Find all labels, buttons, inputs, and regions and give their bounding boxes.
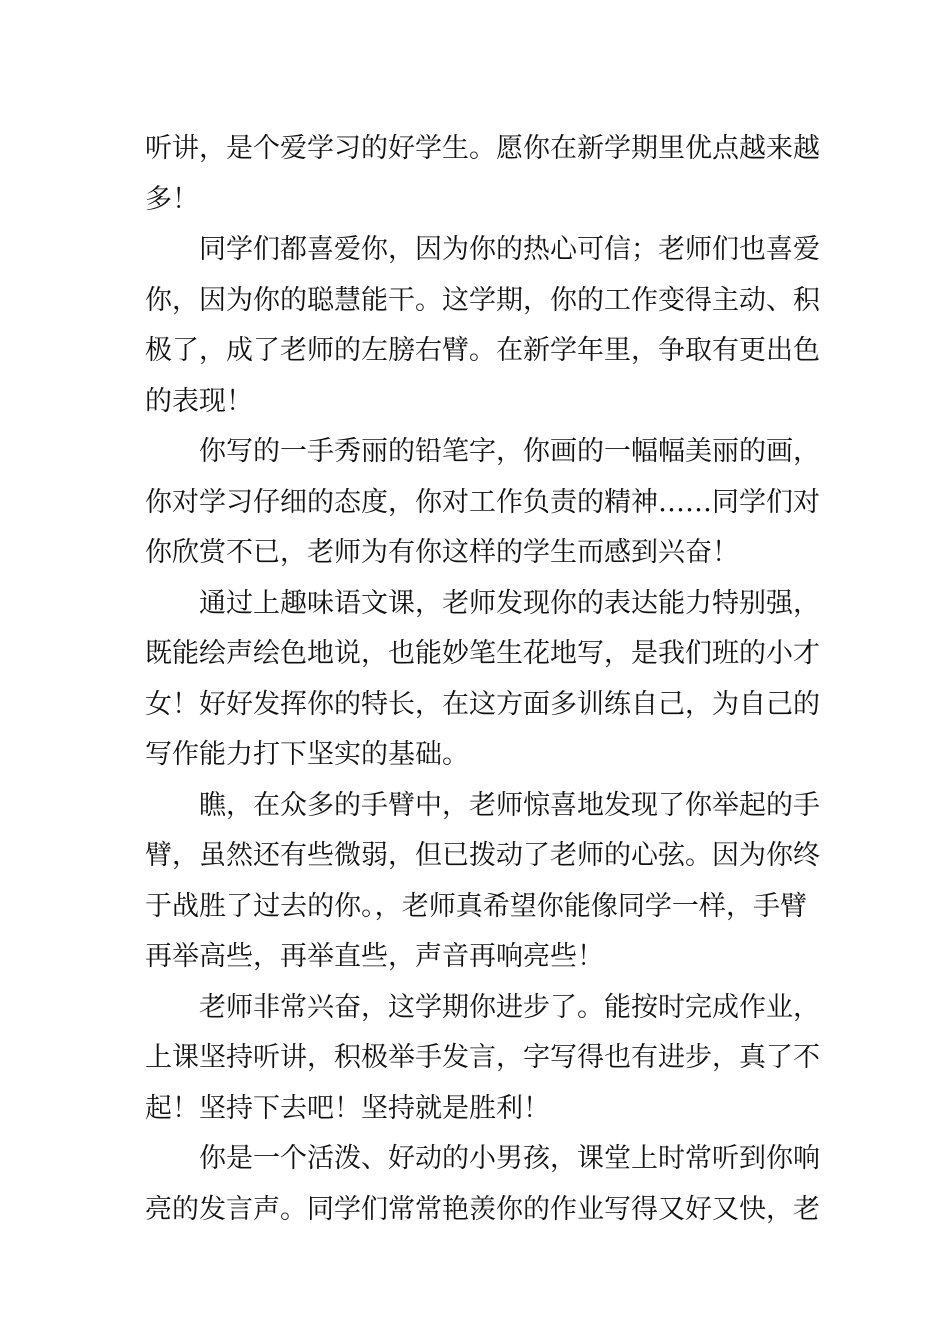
text-line: 起！坚持下去吧！坚持就是胜利！ [145, 1092, 550, 1124]
text-line: 上课坚持听讲，积极举手发言，字写得也有进步，真了不 [145, 1042, 820, 1073]
text-line: 通过上趣味语文课，老师发现你的表达能力特别强， [199, 587, 820, 619]
text-line: 写作能力打下坚实的基础。 [145, 739, 469, 770]
text-line: 你是一个活泼、好动的小男孩，课堂上时常听到你响 [199, 1143, 820, 1174]
text-line: 亮的发言声。同学们常常艳羡你的作业写得又好又快，老 [145, 1193, 820, 1225]
text-line: 既能绘声绘色地说，也能妙笔生花地写，是我们班的小才 [145, 638, 820, 669]
text-line: 于战胜了过去的你。，老师真希望你能像同学一样，手臂 [145, 890, 807, 922]
document-body [145, 124, 820, 1235]
text-line: 女！好好发挥你的特长，在这方面多训练自己，为自己的 [145, 688, 820, 720]
text-line: 多！ [145, 183, 199, 215]
text-line: 的表现！ [145, 385, 253, 417]
text-line: 瞧，在众多的手臂中，老师惊喜地发现了你举起的手 [199, 789, 820, 821]
text-line: 你欣赏不已，老师为有你这样的学生而感到兴奋！ [145, 537, 739, 568]
text-line: 老师非常兴奋，这学期你进步了。能按时完成作业， [199, 991, 820, 1023]
text-line: 你，因为你的聪慧能干。这学期，你的工作变得主动、积 [145, 284, 820, 316]
text-line: 臂，虽然还有些微弱，但已拨动了老师的心弦。因为你终 [145, 840, 820, 871]
text-line: 同学们都喜爱你，因为你的热心可信；老师们也喜爱 [199, 234, 820, 265]
text-line: 听讲，是个爱学习的好学生。愿你在新学期里优点越来越 [145, 133, 820, 164]
text-line: 再举高些，再举直些，声音再响亮些！ [145, 941, 604, 972]
text-line: 你对学习仔细的态度，你对工作负责的精神……同学们对 [145, 486, 820, 518]
text-line: 极了，成了老师的左膀右臂。在新学年里，争取有更出色 [145, 335, 820, 366]
text-line: 你写的一手秀丽的铅笔字，你画的一幅幅美丽的画， [199, 436, 820, 467]
